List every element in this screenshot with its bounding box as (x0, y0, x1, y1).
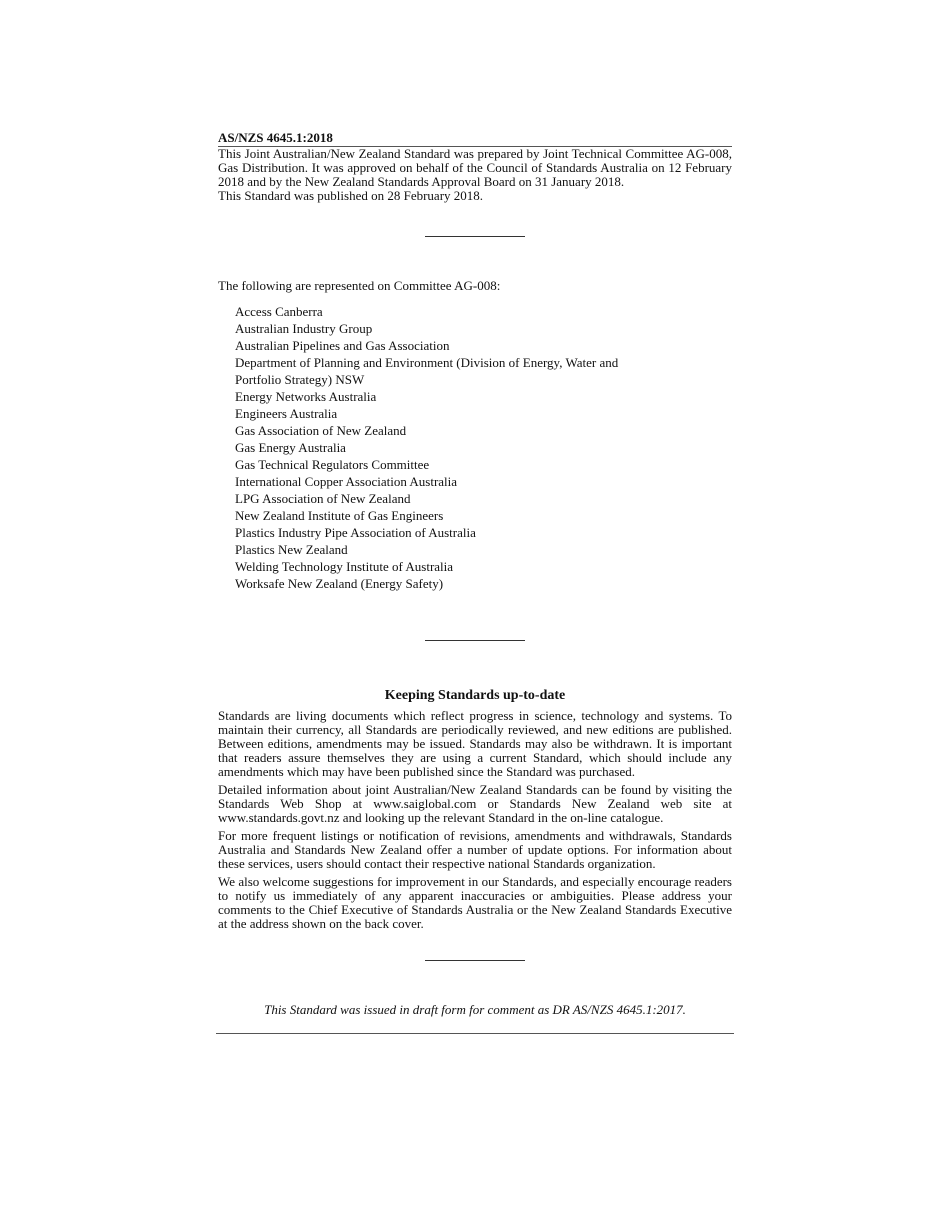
list-item: Portfolio Strategy) NSW (235, 372, 365, 387)
publication-statement: This Standard was published on 28 February 2018. (218, 188, 484, 203)
section-divider (425, 960, 525, 961)
list-item: Australian Industry Group (235, 321, 373, 336)
section-divider (425, 236, 525, 237)
paragraph: We also welcome suggestions for improvement in our Standards, and especially encourage readers to notify us immediately of any apparent inaccuracies or ambiguities. Please address your comments to the Chief Executive of Standards Australia or the New Zealand Standards Executive at the address shown on the back cover. (218, 874, 732, 931)
list-item: Department of Planning and Environment (Division of Energy, Water and (235, 355, 619, 370)
list-item: Energy Networks Australia (235, 389, 377, 404)
keeping-standards-body (218, 709, 732, 931)
list-item: Welding Technology Institute of Australia (235, 559, 454, 574)
paragraph: Detailed information about joint Australian/New Zealand Standards can be found by visiting the Standards Web Shop at www.saiglobal.com or Standards New Zealand web site at www.standards.govt.nz and looking up the relevant Standard in the on-line catalogue. (218, 782, 732, 825)
approval-statement: This Joint Australian/New Zealand Standard was prepared by Joint Technical Committee AG-008, Gas Distribution. It was approved on behalf of the Council of Standards Australia on 12 February 2018 and by the New Zealand Standards Approval Board on 31 January 2018. (218, 146, 732, 189)
list-item: New Zealand Institute of Gas Engineers (235, 508, 444, 523)
list-item: Worksafe New Zealand (Energy Safety) (235, 576, 444, 591)
paragraph: For more frequent listings or notification of revisions, amendments and withdrawals, Standards Australia and Standards New Zealand offer a number of update options. For information about these services, users should contact their respective national Standards organization. (218, 828, 732, 871)
list-item: Gas Energy Australia (235, 440, 346, 455)
paragraph: Standards are living documents which reflect progress in science, technology and systems. To maintain their currency, all Standards are periodically reviewed, and new editions are published. Between editions, amendments may be issued. Standards may also be withdrawn. It is important that readers assure themselves they are using a current Standard, which should include any amendments which may have been published since the Standard was purchased. (218, 708, 732, 779)
list-item: International Copper Association Australia (235, 474, 458, 489)
list-item: LPG Association of New Zealand (235, 491, 411, 506)
list-item: Gas Technical Regulators Committee (235, 457, 430, 472)
list-item: Plastics New Zealand (235, 542, 348, 557)
section-divider (425, 640, 525, 641)
list-item: Plastics Industry Pipe Association of Australia (235, 525, 476, 540)
list-item: Access Canberra (235, 304, 323, 319)
bottom-rule (216, 1033, 734, 1034)
section-heading: Keeping Standards up-to-date (384, 688, 566, 703)
list-item: Australian Pipelines and Gas Association (235, 338, 450, 353)
committee-member-list (218, 303, 732, 592)
draft-note: This Standard was issued in draft form for comment as DR AS/NZS 4645.1:2017. (264, 1002, 686, 1017)
committee-intro: The following are represented on Committee AG-008: (218, 278, 501, 293)
list-item: Engineers Australia (235, 406, 338, 421)
list-item: Gas Association of New Zealand (235, 423, 407, 438)
document-page (218, 130, 732, 1034)
standard-identifier: AS/NZS 4645.1:2018 (218, 130, 732, 147)
